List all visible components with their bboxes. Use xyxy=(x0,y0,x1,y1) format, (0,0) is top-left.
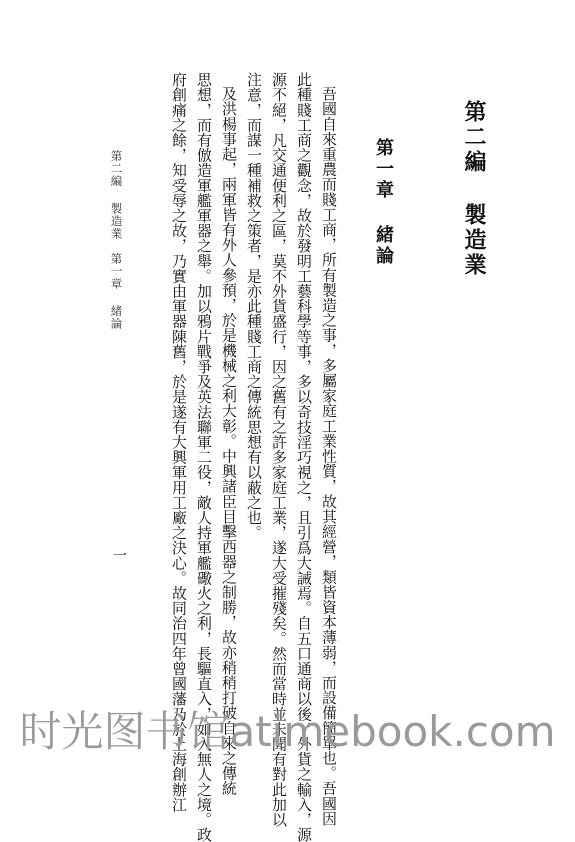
body-line: 吾國自來重農而賤工商，所有製造之事，多屬家庭工業性質，故其經營，類皆資本薄弱，而設備簡單也。吾國因 xyxy=(319,86,338,826)
watermark: 时光图书馆atimebook.com xyxy=(19,707,556,756)
body-line: 府創痛之餘，知受辱之故，乃實由軍器陳舊，於是遂有大興軍用工廠之決心。故同治四年曾國藩乃於上海創辦江 xyxy=(169,72,188,812)
page-number: 一 xyxy=(111,548,127,562)
body-line: 注意，而謀一種補救之策者，是亦此種賤工商之傳統思想有以蔽之也。 xyxy=(244,72,263,541)
chapter-title: 第一章 緒論 xyxy=(373,138,394,267)
part-title: 第二編 製造業 xyxy=(461,100,486,278)
body-line: 思想，而有倣造軍艦軍器之舉。加以鴉片戰爭及英法聯軍二役，敵人持軍艦礮火之利，長驅直入，如入無人之境。政 xyxy=(194,72,213,842)
body-line: 及洪楊事起，兩軍皆有外人參預，於是機械之利大彰。中興諸臣目擊西器之制勝，故亦稍稍打破自來之傳統 xyxy=(219,86,238,796)
body-line: 此種賤工商之觀念，故於發明工藝科學等事，多以奇技淫巧視之，且引爲大誡焉。自五口通商以後，外貨之輸入，源 xyxy=(294,72,313,842)
running-head: 第二編 製造業 第一章 緒論 xyxy=(109,150,124,330)
body-line: 源不絕，凡交通便利之區，莫不外貨盛行，因之舊有之許多家庭工業，遂大受摧殘矣。然而當時並未聞有對此加以 xyxy=(269,72,288,827)
